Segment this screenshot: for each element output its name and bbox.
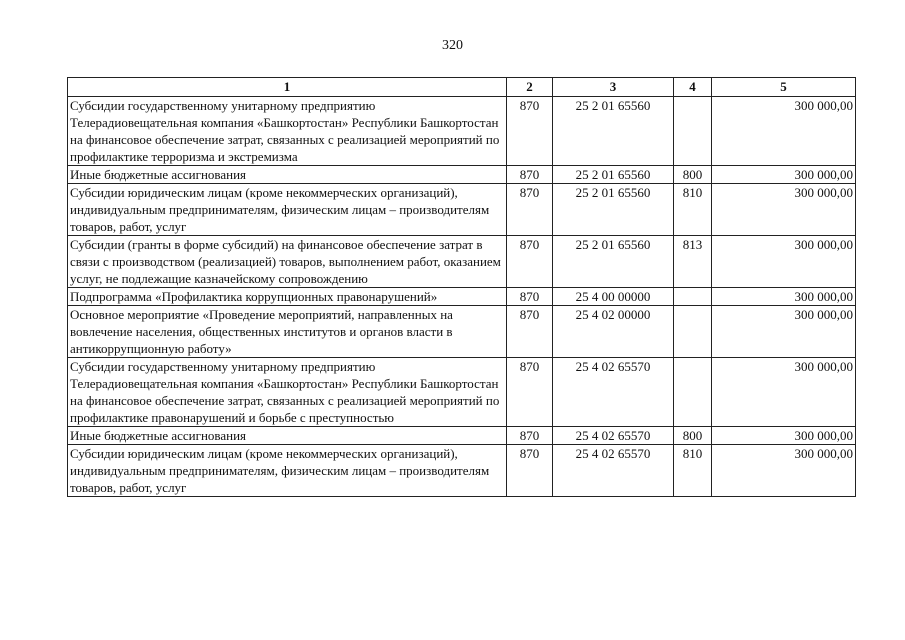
row-col2: 870: [507, 236, 553, 288]
row-col2: 870: [507, 445, 553, 497]
row-col4: [674, 358, 712, 427]
row-col4: 810: [674, 445, 712, 497]
row-col4: 810: [674, 184, 712, 236]
row-col2: 870: [507, 306, 553, 358]
budget-table: [67, 77, 856, 497]
row-name: Субсидии (гранты в форме субсидий) на финансовое обеспечение затрат в связи с производством (реализацией) товаров, выполнением работ, оказанием услуг, не подлежащие казначейскому сопровождению: [68, 236, 507, 288]
row-col2: 870: [507, 427, 553, 445]
row-col5: 300 000,00: [712, 236, 856, 288]
row-col2: 870: [507, 97, 553, 166]
row-name: Подпрограмма «Профилактика коррупционных правонарушений»: [68, 288, 507, 306]
row-name: Субсидии юридическим лицам (кроме некоммерческих организаций), индивидуальным предпринимателям, физическим лицам – производителям товаров, работ, услуг: [68, 445, 507, 497]
row-col3: 25 2 01 65560: [553, 97, 674, 166]
table-row: [68, 358, 856, 427]
row-col4: [674, 288, 712, 306]
column-header: 1: [68, 78, 507, 97]
table-row: [68, 288, 856, 306]
table-header-row: [68, 78, 856, 97]
column-header: 3: [553, 78, 674, 97]
table-row: [68, 166, 856, 184]
row-col4: [674, 97, 712, 166]
row-col3: 25 4 02 65570: [553, 358, 674, 427]
table-row: [68, 445, 856, 497]
row-col4: 800: [674, 427, 712, 445]
row-col5: 300 000,00: [712, 427, 856, 445]
row-col5: 300 000,00: [712, 306, 856, 358]
row-col3: 25 2 01 65560: [553, 166, 674, 184]
column-header: 5: [712, 78, 856, 97]
row-col4: 800: [674, 166, 712, 184]
row-col3: 25 4 02 00000: [553, 306, 674, 358]
row-name: Иные бюджетные ассигнования: [68, 427, 507, 445]
row-col5: 300 000,00: [712, 184, 856, 236]
table-row: [68, 184, 856, 236]
row-name: Иные бюджетные ассигнования: [68, 166, 507, 184]
row-col2: 870: [507, 184, 553, 236]
row-col3: 25 4 02 65570: [553, 427, 674, 445]
row-col3: 25 2 01 65560: [553, 236, 674, 288]
row-col4: 813: [674, 236, 712, 288]
page-number: 320: [442, 38, 463, 53]
table-row: [68, 236, 856, 288]
table-row: [68, 306, 856, 358]
row-name: Субсидии государственному унитарному предприятию Телерадиовещательная компания «Башкортостан» Республики Башкортостан на финансовое обеспечение затрат, связанных с реализацией мероприятий по профилактике терроризма и экстремизма: [68, 97, 507, 166]
row-col4: [674, 306, 712, 358]
column-header: 2: [507, 78, 553, 97]
row-col3: 25 4 00 00000: [553, 288, 674, 306]
row-name: Основное мероприятие «Проведение мероприятий, направленных на вовлечение населения, общественных институтов и органов власти в антикоррупционную работу»: [68, 306, 507, 358]
row-col2: 870: [507, 166, 553, 184]
row-col5: 300 000,00: [712, 97, 856, 166]
row-col5: 300 000,00: [712, 445, 856, 497]
row-col3: 25 2 01 65560: [553, 184, 674, 236]
row-col5: 300 000,00: [712, 358, 856, 427]
row-name: Субсидии государственному унитарному предприятию Телерадиовещательная компания «Башкортостан» Республики Башкортостан на финансовое обеспечение затрат, связанных с реализацией мероприятий по профилактике правонарушений и борьбе с преступностью: [68, 358, 507, 427]
row-col2: 870: [507, 358, 553, 427]
row-col5: 300 000,00: [712, 166, 856, 184]
row-col3: 25 4 02 65570: [553, 445, 674, 497]
table-row: [68, 427, 856, 445]
row-name: Субсидии юридическим лицам (кроме некоммерческих организаций), индивидуальным предпринимателям, физическим лицам – производителям товаров, работ, услуг: [68, 184, 507, 236]
column-header: 4: [674, 78, 712, 97]
table-row: [68, 97, 856, 166]
row-col2: 870: [507, 288, 553, 306]
row-col5: 300 000,00: [712, 288, 856, 306]
